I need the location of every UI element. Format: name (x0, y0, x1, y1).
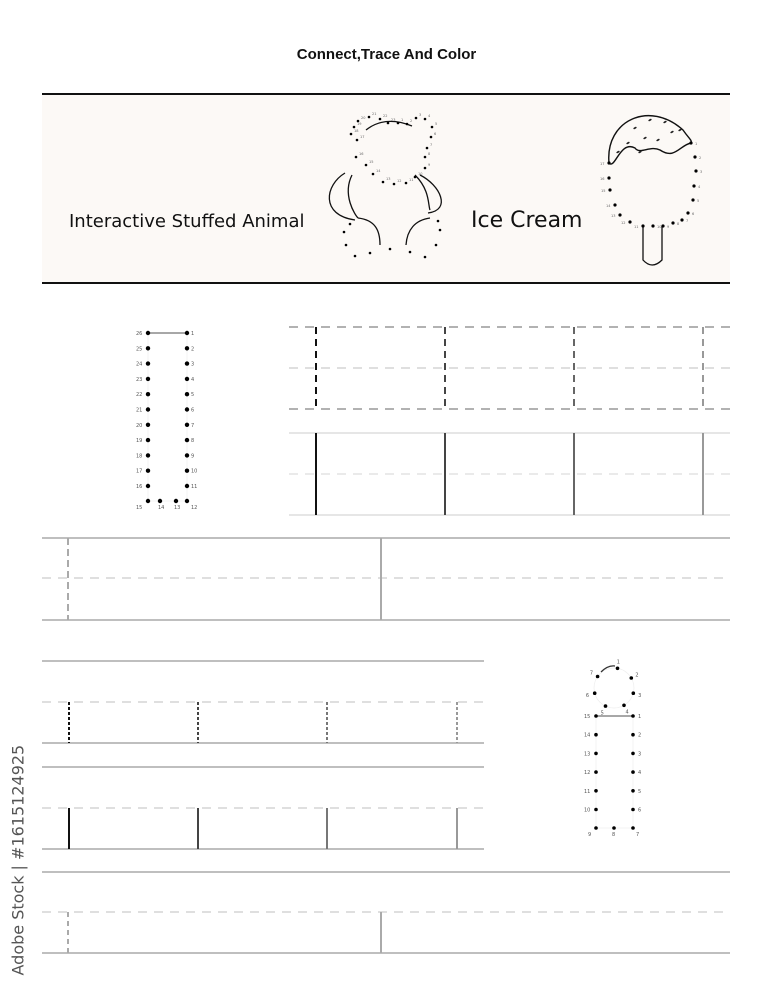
dot-number: 7 (686, 219, 689, 223)
dot (692, 184, 695, 187)
dot-number: 10 (191, 468, 198, 475)
dot (185, 423, 189, 427)
stuffed-animal-label: Interactive Stuffed Animal (69, 211, 305, 232)
big-letter-dots (136, 331, 197, 511)
dot (185, 499, 189, 503)
dot (353, 126, 356, 129)
dot (174, 499, 178, 503)
dot (596, 675, 600, 679)
dot-number: 5 (697, 199, 700, 203)
dot (185, 469, 189, 473)
dot-number: 7 (589, 670, 594, 677)
dot (424, 118, 427, 121)
dot (618, 213, 621, 216)
dot (146, 407, 150, 411)
dot-number: 11 (409, 178, 414, 182)
dot (146, 438, 150, 442)
dot-number: 15 (136, 505, 143, 511)
dot (593, 691, 597, 695)
dot-number: 6 (692, 212, 695, 216)
dot-number: 1 (191, 331, 195, 337)
tracing-row-1[interactable] (316, 327, 703, 515)
dot-number: 3 (419, 113, 422, 117)
dot (146, 469, 150, 473)
dot-number: 17 (600, 162, 605, 166)
dot-number: 13 (584, 751, 591, 758)
dot (631, 789, 635, 793)
dot-number: 21 (136, 407, 143, 414)
dot (158, 499, 162, 503)
dot (594, 714, 598, 718)
dot-number: 9 (588, 832, 592, 838)
dot-number: 1 (638, 714, 642, 720)
dot (146, 392, 150, 396)
dot (409, 251, 412, 254)
dot (607, 176, 610, 179)
dot (146, 453, 150, 457)
dot-number: 14 (376, 169, 381, 173)
dot-number: 16 (136, 484, 143, 490)
dot (185, 453, 189, 457)
dot-number: 18 (136, 453, 143, 460)
dot-number: 14 (158, 505, 165, 511)
worksheet-title: Connect,Trace And Color (296, 46, 477, 63)
dot (630, 676, 634, 680)
dot (146, 377, 150, 381)
dot (146, 346, 150, 350)
dot (694, 169, 697, 172)
ice-cream-label: Ice Cream (471, 208, 583, 233)
dot-number: 16 (359, 152, 364, 156)
dot (405, 182, 408, 185)
dot (641, 224, 644, 227)
dot (185, 438, 189, 442)
dot-number: 2 (638, 732, 642, 739)
dot-number: 14 (584, 732, 591, 739)
dot-number: 17 (360, 135, 365, 139)
dot-number: 1 (695, 142, 698, 146)
dot (686, 211, 689, 214)
dot-number: 12 (397, 179, 402, 183)
dot (406, 123, 409, 126)
dot (691, 198, 694, 201)
watermark: Adobe Stock | #1615124925 (8, 744, 28, 976)
dot (382, 181, 385, 184)
dot-number: 19 (357, 122, 362, 126)
dot (393, 183, 396, 186)
dot (345, 244, 348, 247)
dot (693, 155, 696, 158)
dot (435, 244, 438, 247)
dot (424, 256, 427, 259)
dot (628, 220, 631, 223)
dot-number: 9 (191, 453, 195, 460)
dot-number: 16 (600, 177, 605, 181)
dot (631, 733, 635, 737)
dot-number: 2 (191, 346, 195, 353)
dot (185, 392, 189, 396)
dot (356, 139, 359, 142)
dot (379, 118, 382, 121)
dot (631, 752, 635, 756)
dot (594, 752, 598, 756)
dot (426, 147, 429, 150)
dot-number: 12 (584, 770, 591, 777)
dot (616, 667, 620, 671)
dot (594, 733, 598, 737)
dot-number: 3 (700, 170, 703, 174)
dot-number: 12 (191, 505, 198, 511)
dot-number: 6 (434, 132, 437, 136)
dot (368, 116, 371, 119)
dot-number: 7 (636, 832, 640, 838)
dot (431, 126, 434, 129)
dot-number: 3 (638, 751, 642, 758)
dot (146, 361, 150, 365)
dot (607, 161, 610, 164)
dot (608, 188, 611, 191)
dot-number: 21 (372, 112, 377, 116)
dot-number: 20 (136, 422, 143, 429)
dot-number: 6 (638, 807, 642, 814)
dot-number: 18 (354, 129, 359, 133)
dot (397, 122, 400, 125)
dot-number: 7 (191, 422, 195, 429)
dot-number: 3 (638, 693, 642, 699)
dot-number: 24 (136, 361, 143, 368)
dot (424, 156, 427, 159)
dot-number: 15 (601, 189, 606, 193)
dot (372, 173, 375, 176)
dot-number: 14 (606, 204, 611, 208)
dot-number: 11 (584, 788, 591, 795)
big-letter-guide (148, 333, 187, 501)
dot (594, 770, 598, 774)
dot-number: 10 (418, 172, 423, 176)
dot (651, 224, 654, 227)
dot-number: 5 (435, 122, 438, 126)
dot (185, 346, 189, 350)
dot-number: 4 (698, 185, 701, 189)
dot-number: 3 (191, 361, 195, 368)
dot (414, 176, 417, 179)
dot-number: 15 (369, 160, 374, 164)
dot-number: 23 (391, 118, 396, 122)
dot (594, 826, 598, 830)
dot-number: 11 (191, 484, 198, 490)
dot (661, 224, 664, 227)
dot (185, 377, 189, 381)
dot (594, 808, 598, 812)
dot-number: 2 (410, 119, 413, 123)
dot (631, 808, 635, 812)
dot-number: 8 (428, 152, 431, 156)
dot (349, 223, 352, 226)
dot (631, 826, 635, 830)
dot-number: 25 (136, 346, 143, 353)
dot-number: 19 (136, 438, 143, 445)
dot (146, 331, 150, 335)
dot-number: 13 (174, 505, 181, 511)
dot-number: 4 (191, 376, 195, 383)
dot (439, 229, 442, 232)
small-letter-dot-guide (594, 668, 634, 708)
dot (146, 423, 150, 427)
dot (671, 221, 674, 224)
dot (632, 691, 636, 695)
dot (355, 156, 358, 159)
dot (680, 218, 683, 221)
dot (365, 164, 368, 167)
dot (689, 141, 692, 144)
dot-number: 15 (584, 714, 591, 720)
dot-number: 13 (611, 214, 616, 218)
dot (631, 770, 635, 774)
dot-number: 17 (136, 468, 143, 475)
dot-number: 11 (634, 225, 639, 229)
dot (424, 167, 427, 170)
small-letter-guide (596, 716, 633, 828)
dot-number: 8 (612, 832, 616, 838)
dot-number: 22 (136, 392, 143, 399)
dot-number: 1 (401, 118, 404, 122)
dot-number: 5 (191, 392, 195, 399)
dot (185, 361, 189, 365)
dot-number: 8 (677, 222, 680, 226)
dot-number: 1 (616, 659, 620, 666)
dot (369, 252, 372, 255)
dot-number: 2 (699, 156, 702, 160)
dot (387, 122, 390, 125)
dot (594, 789, 598, 793)
dot-number: 4 (625, 709, 629, 716)
dot-number: 4 (428, 114, 431, 118)
dot-number: 9 (428, 163, 431, 167)
dot-number: 22 (383, 114, 388, 118)
dot (430, 136, 433, 139)
dot-number: 5 (638, 788, 642, 795)
dot (604, 704, 608, 708)
dot-number: 13 (386, 177, 391, 181)
dot (613, 203, 616, 206)
dot (415, 117, 418, 120)
dot-number: 9 (667, 225, 670, 229)
dot-number: 7 (430, 143, 433, 147)
dot (343, 231, 346, 234)
dot-number: 10 (657, 225, 662, 229)
dot-number: 20 (361, 116, 366, 120)
dot-number: 2 (635, 672, 639, 679)
dot (354, 255, 357, 258)
dot (185, 484, 189, 488)
dot-number: 8 (191, 438, 195, 445)
dot (437, 220, 440, 223)
dot (389, 248, 392, 251)
dot-number: 26 (136, 331, 143, 337)
dot (146, 484, 150, 488)
dot-number: 12 (621, 221, 626, 225)
dot-number: 6 (191, 407, 195, 414)
dot (357, 120, 360, 123)
dot-number: 4 (638, 770, 642, 777)
dot-number: 10 (584, 807, 591, 814)
dot (631, 714, 635, 718)
dot (350, 133, 353, 136)
dot (146, 499, 150, 503)
tracing-row-small[interactable] (69, 702, 457, 849)
dot (185, 331, 189, 335)
dot-number: 6 (585, 693, 590, 699)
dot-number: 23 (136, 376, 143, 383)
dot-number: 5 (600, 710, 604, 717)
dot (185, 407, 189, 411)
dot (612, 826, 616, 830)
dot (622, 704, 626, 708)
